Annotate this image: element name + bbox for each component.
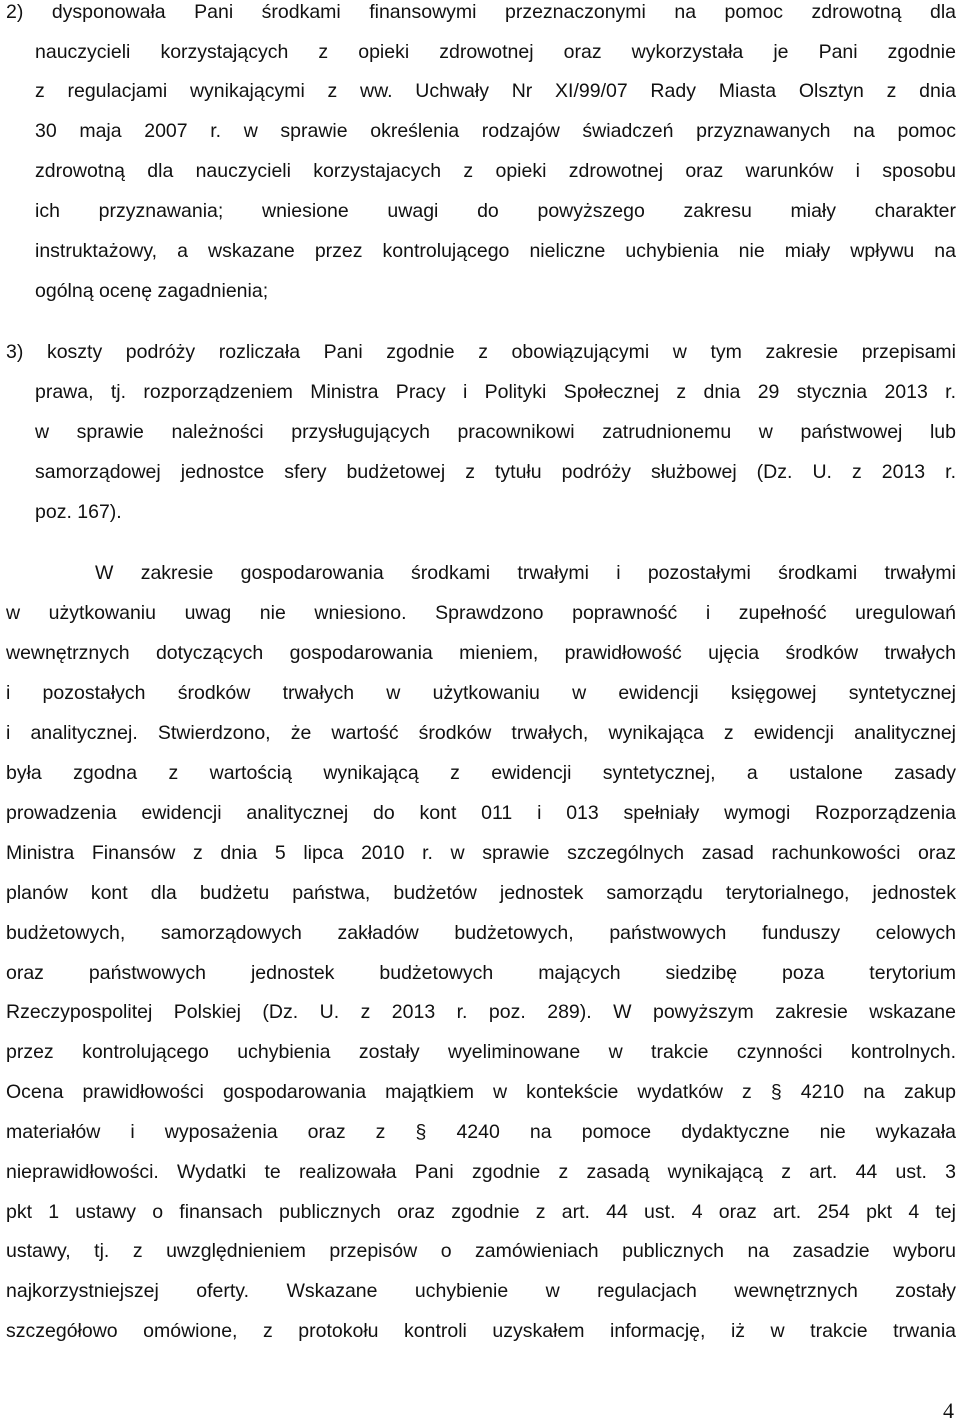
text-line: 3) koszty podróży rozliczała Pani zgodnie z obowiązującymi w tym zakresie przepisami: [6, 341, 956, 363]
text-line: Ocena prawidłowości gospodarowania majątkiem w kontekście wydatków z § 4210 na zakup: [6, 1081, 956, 1103]
text-line: prawa, tj. rozporządzeniem Ministra Pracy i Polityki Społecznej z dnia 29 stycznia 2013 r.: [35, 381, 956, 403]
text-line: przez kontrolującego uchybienia zostały wyeliminowane w trakcie czynności kontrolnych.: [6, 1041, 956, 1063]
text-line: zdrowotną dla nauczycieli korzystajacych z opieki zdrowotnej oraz warunków i sposobu: [35, 160, 956, 182]
text-line: instruktażowy, a wskazane przez kontrolującego nieliczne uchybienia nie miały wpływu na: [35, 240, 956, 262]
text-line: 2) dysponowała Pani środkami finansowymi przeznaczonymi na pomoc zdrowotną dla: [6, 1, 956, 23]
text-line: ustawy, tj. z uwzględnieniem przepisów o zamówieniach publicznych na zasadzie wyboru: [6, 1240, 956, 1262]
text-line: Rzeczypospolitej Polskiej (Dz. U. z 2013 r. poz. 289). W powyższym zakresie wskazane: [6, 1001, 956, 1023]
text-line: ich przyznawania; wniesione uwagi do powyższego zakresu miały charakter: [35, 200, 956, 222]
text-line: budżetowych, samorządowych zakładów budżetowych, państwowych funduszy celowych: [6, 922, 956, 944]
text-line: i pozostałych środków trwałych w użytkowaniu w ewidencji księgowej syntetycznej: [6, 682, 956, 704]
text-line: była zgodna z wartością wynikającą z ewidencji syntetycznej, a ustalone zasady: [6, 762, 956, 784]
text-line: z regulacjami wynikającymi z ww. Uchwały Nr XI/99/07 Rady Miasta Olsztyn z dnia: [35, 80, 956, 102]
text-line: samorządowej jednostce sfery budżetowej z tytułu podróży służbowej (Dz. U. z 2013 r.: [35, 461, 956, 483]
text-line: poz. 167).: [35, 501, 122, 523]
text-line: prowadzenia ewidencji analitycznej do kont 011 i 013 spełniały wymogi Rozporządzenia: [6, 802, 956, 824]
text-line: i analitycznej. Stwierdzono, że wartość środków trwałych, wynikająca z ewidencji analitycznej: [6, 722, 956, 744]
text-line: pkt 1 ustawy o finansach publicznych oraz zgodnie z art. 44 ust. 4 oraz art. 254 pkt 4 tej: [6, 1201, 956, 1223]
text-line: ogólną ocenę zagadnienia;: [35, 280, 269, 302]
text-line: nieprawidłowości. Wydatki te realizowała Pani zgodnie z zasadą wynikającą z art. 44 ust. 3: [6, 1161, 956, 1183]
text-line: 30 maja 2007 r. w sprawie określenia rodzajów świadczeń przyznawanych na pomoc: [35, 120, 956, 142]
text-line: szczegółowo omówione, z protokołu kontroli uzyskałem informację, iż w trakcie trwania: [6, 1320, 956, 1342]
text-line: nauczycieli korzystających z opieki zdrowotnej oraz wykorzystała je Pani zgodnie: [35, 41, 956, 63]
text-line: planów kont dla budżetu państwa, budżetów jednostek samorządu terytorialnego, jednostek: [6, 882, 956, 904]
text-line: w użytkowaniu uwag nie wniesiono. Sprawdzono poprawność i zupełność uregulowań: [6, 602, 956, 624]
text-line: wewnętrznych dotyczących gospodarowania mieniem, prawidłowość ujęcia środków trwałych: [6, 642, 956, 664]
text-line: W zakresie gospodarowania środkami trwałymi i pozostałymi środkami trwałymi: [95, 562, 956, 584]
text-line: Ministra Finansów z dnia 5 lipca 2010 r. w sprawie szczególnych zasad rachunkowości oraz: [6, 842, 956, 864]
text-line: najkorzystniejszej oferty. Wskazane uchybienie w regulacjach wewnętrznych zostały: [6, 1280, 956, 1302]
text-line: materiałów i wyposażenia oraz z § 4240 na pomoce dydaktyczne nie wykazała: [6, 1121, 956, 1143]
page-number: 4: [943, 1398, 954, 1423]
text-line: oraz państwowych jednostek budżetowych mających siedzibę poza terytorium: [6, 962, 956, 984]
text-line: w sprawie należności przysługujących pracownikowi zatrudnionemu w państwowej lub: [35, 421, 956, 443]
